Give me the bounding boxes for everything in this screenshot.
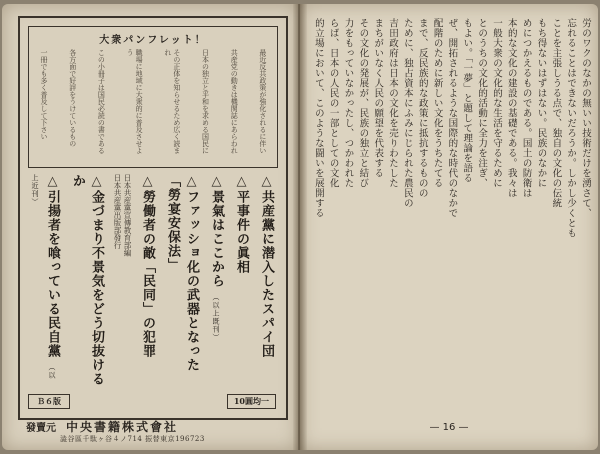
- pamphlet-title-text: 金づまり不景気をどう切抜けるか: [70, 174, 104, 386]
- triangle-mark: △: [209, 174, 224, 190]
- text-line: ために、独占資本にふみにじられた農民の: [401, 18, 413, 208]
- ad-header-line: 共産党の動きは機関誌にあらわれ: [230, 49, 239, 154]
- text-line: まで、反民族的な政策に抵抗するものの: [416, 18, 428, 198]
- pamphlet-title: [232, 174, 251, 386]
- text-line: 力をもっていなかったし、つかわれた: [342, 18, 354, 188]
- ad-header-line: 職場に地域に大衆的に普及させよう: [126, 49, 144, 154]
- text-line: まちがいなく人民の願望を代表する: [372, 18, 384, 178]
- published-note: （以上既刊）: [212, 293, 220, 342]
- publisher-address: 澁谷區千駄ヶ谷４ノ714 振替東京196723: [60, 435, 205, 443]
- pamphlet-title-text: 景氣はここから: [209, 190, 224, 288]
- pamphlet-title-text: ファッショ化の武器となった「勞宴安保法」: [165, 174, 199, 372]
- ad-header-line: 各方面で好評をうけているもの: [68, 49, 77, 147]
- triangle-mark: △: [259, 174, 274, 190]
- text-line: 一般大衆の文化的な生活を守るために: [490, 18, 502, 188]
- upcoming-note: （以上近刊）: [31, 174, 56, 380]
- page-number: — 16 —: [429, 422, 469, 433]
- text-line: もち得ないはずはない。民族のなかに: [535, 18, 547, 188]
- ad-header-line: この小冊子は国民必読の書である: [97, 49, 106, 154]
- pamphlet-title: [138, 174, 157, 386]
- book-size-label: Ｂ６版: [28, 394, 70, 409]
- ad-header-line: 日本の独立と平和を求める国民に: [201, 49, 210, 154]
- publisher-name: 中央書籍株式會社: [66, 420, 179, 434]
- ad-header-box: [28, 26, 278, 168]
- ad-header-line: 一冊でも多く普及して下さい: [40, 49, 48, 140]
- triangle-mark: △: [184, 174, 199, 190]
- ad-header-line: その正体を知らせるため広く読まれ: [163, 49, 181, 154]
- text-line: 本的な文化の建設の基礎である。我々は: [505, 18, 517, 198]
- body-text-block: [312, 18, 592, 396]
- text-line: その文化の発展が、民族の独立と結び: [357, 18, 369, 188]
- pamphlet-title: [28, 174, 62, 386]
- pamphlet-title-text: 勞働者の敵「民同」の犯罪: [140, 190, 155, 358]
- pamphlet-title: [163, 174, 201, 386]
- pamphlet-title-text: 引揚者を喰っている民自黨: [45, 190, 60, 358]
- pamphlet-title-text: 平事件の眞相: [234, 190, 249, 274]
- triangle-mark: △: [45, 174, 60, 190]
- text-line: 忘れることはできないだろうか。しかし少くとも: [565, 18, 577, 238]
- text-line: ぜ、開拓されるような国際的な時代のなかで: [446, 18, 458, 218]
- text-line: とのうちの文化的活動に全力を注ぎ、: [476, 18, 488, 188]
- triangle-mark: △: [140, 174, 155, 190]
- text-line: 的立場において、このような闘いを展開する: [312, 18, 324, 218]
- publisher-line: [26, 418, 282, 435]
- ad-header-title: 大衆パンフレット！: [99, 35, 207, 46]
- editor-credit: 日本共産黨宣傳教育部編: [123, 174, 132, 257]
- text-line: もよい。「一夢」と題して理論を語る: [461, 18, 473, 184]
- ad-editor-credits: [112, 174, 132, 386]
- triangle-mark: △: [89, 174, 104, 190]
- ad-header-columns: [39, 49, 267, 159]
- publisher-label: 發賣元: [26, 423, 56, 434]
- book-gutter: [293, 4, 307, 450]
- pamphlet-title: [257, 174, 276, 386]
- price-label: 10圓均一: [227, 394, 276, 409]
- pamphlet-title: [68, 174, 106, 386]
- text-line: らば、日本の人民の一部としての文化: [327, 18, 339, 188]
- pamphlet-title: [207, 174, 226, 386]
- ad-header-line: 最近反共政策が強化されるに伴い: [258, 49, 267, 154]
- text-line: 労のワクのなかの無いい技術だけを湧さて、: [580, 18, 591, 218]
- text-line: 吉田政府は日本の文化を売りわたした: [387, 18, 399, 188]
- pamphlet-title-text: 共産黨に潜入したスパイ団: [259, 190, 274, 358]
- text-line: ことを主張しうる点で、独自の文化の伝統: [550, 18, 562, 208]
- pamphlet-titles: [28, 174, 276, 386]
- ad-bottom-row: [28, 392, 276, 410]
- text-line: めにつかえるものである。国土の防衛は: [520, 18, 532, 198]
- advertisement-box: [18, 16, 288, 420]
- publisher-credit: 日本共産黨出版部發行: [113, 174, 122, 249]
- text-line: 配階のために新しい文化をうちたてる: [431, 18, 443, 188]
- triangle-mark: △: [234, 174, 249, 190]
